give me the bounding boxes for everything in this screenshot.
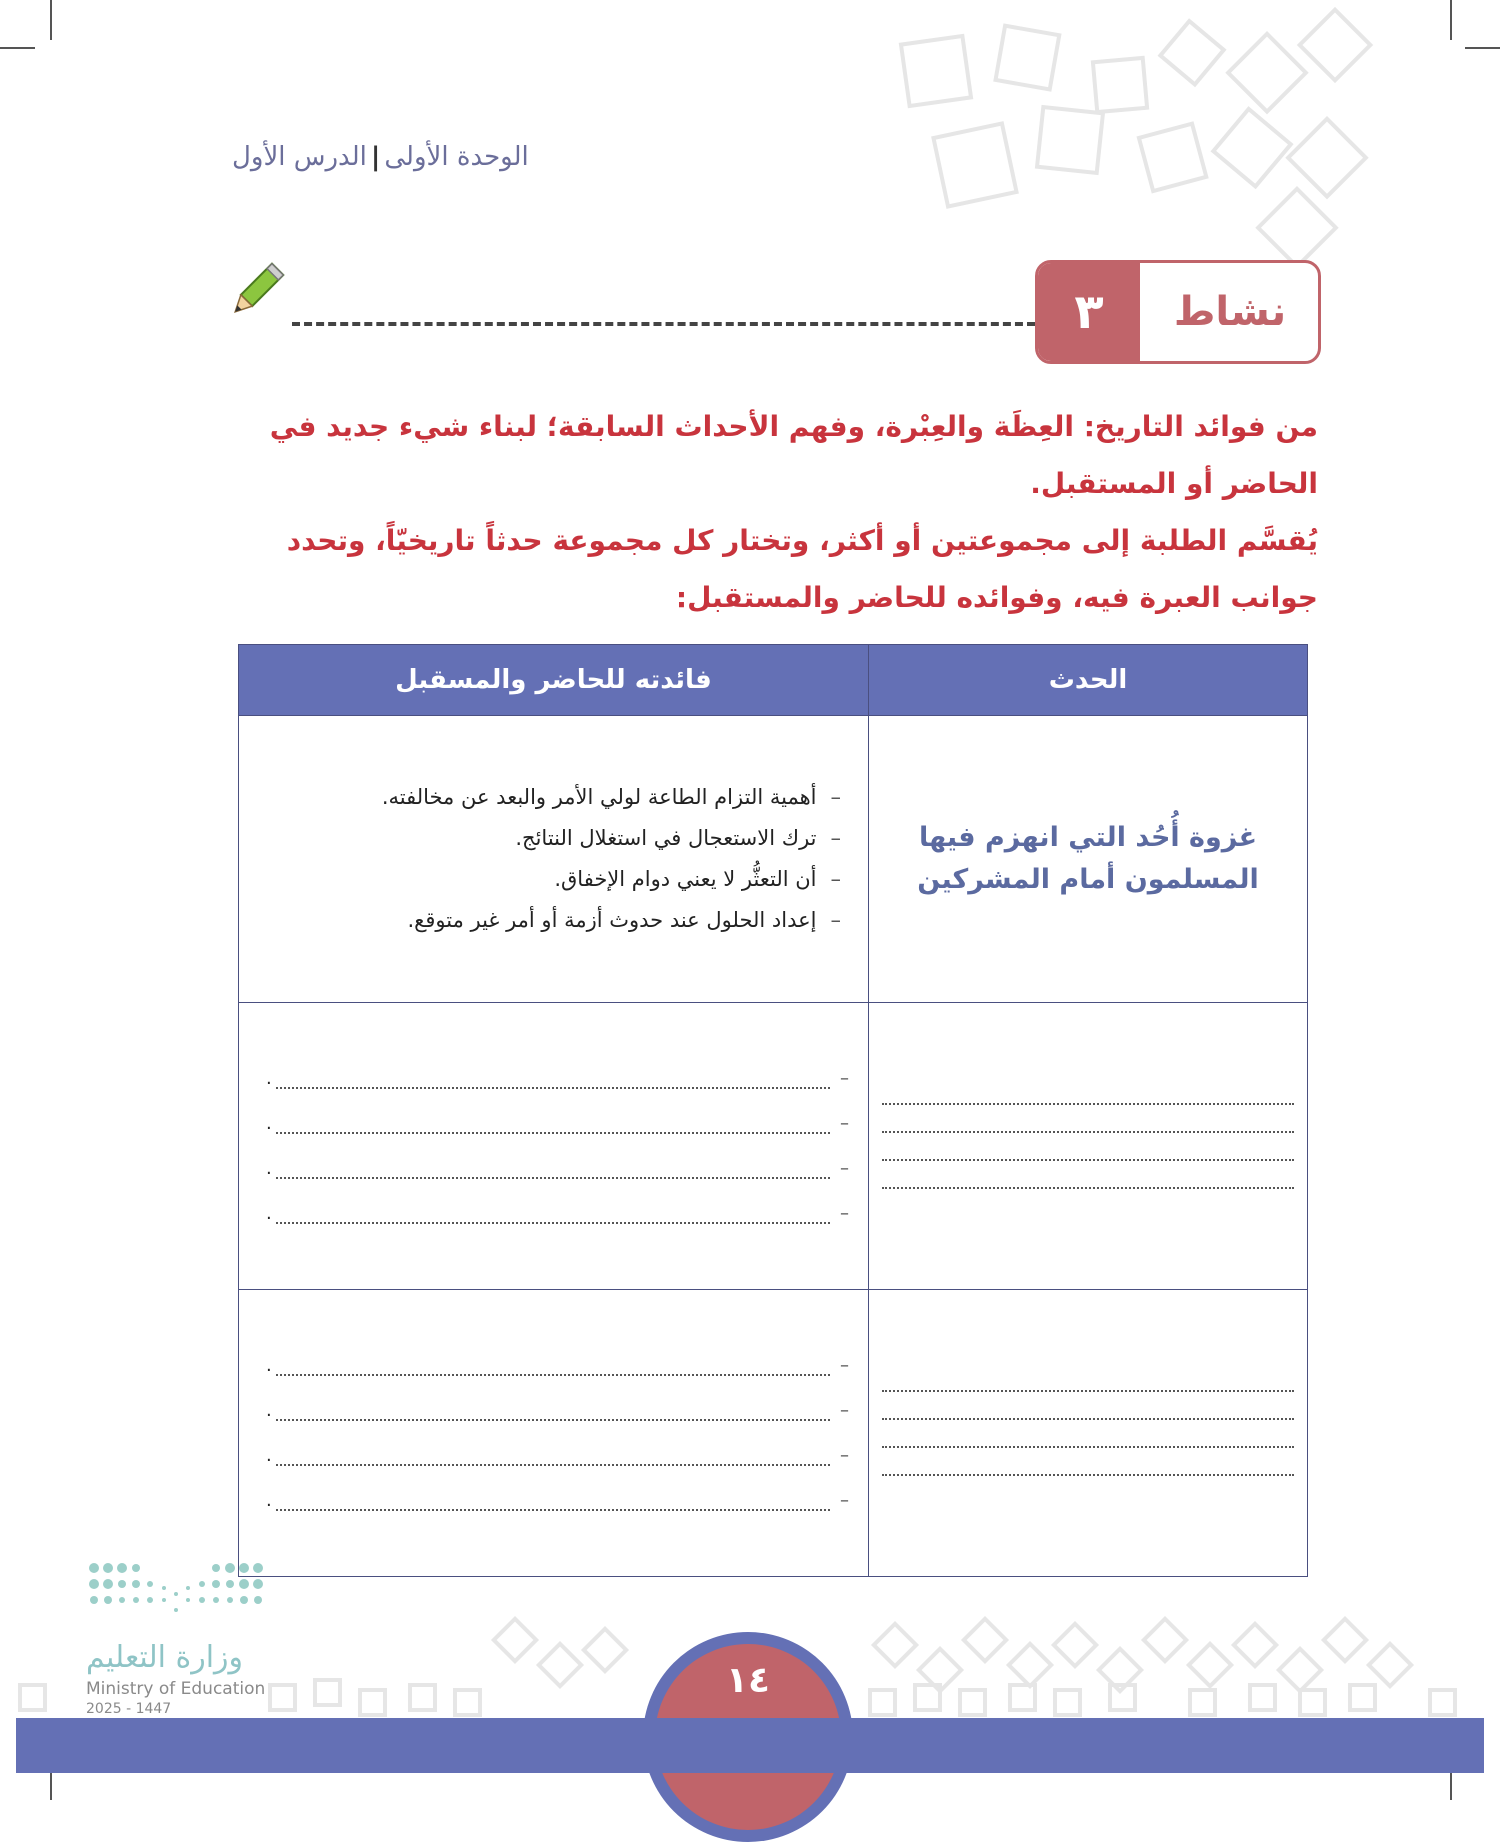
- benefit-blank-cell[interactable]: [239, 1290, 869, 1577]
- instructions: [230, 398, 1318, 626]
- line-end-dot: .: [266, 1158, 272, 1179]
- table-row: [239, 1003, 1308, 1290]
- benefit-write-line[interactable]: [276, 1132, 830, 1134]
- bullet-dash: –: [840, 1400, 849, 1421]
- event-write-line[interactable]: [882, 1390, 1294, 1392]
- event-write-line[interactable]: [882, 1103, 1294, 1105]
- bullet-dash: –: [840, 1355, 849, 1376]
- benefit-item: – إعداد الحلول عند حدوث أزمة أو أمر غير متوقع.: [250, 900, 841, 941]
- event-write-line[interactable]: [882, 1418, 1294, 1420]
- benefit-write-line[interactable]: [276, 1177, 830, 1179]
- event-write-line[interactable]: [882, 1159, 1294, 1161]
- line-end-dot: .: [266, 1068, 272, 1089]
- header-benefit: فائدته للحاضر والمسقبل: [239, 645, 869, 716]
- bullet-dash: –: [840, 1113, 849, 1134]
- event-write-line[interactable]: [882, 1131, 1294, 1133]
- page-number: ١٤: [726, 1660, 770, 1701]
- line-end-dot: .: [266, 1355, 272, 1376]
- example-event-cell: [869, 716, 1308, 1003]
- instruction-line-1: من فوائد التاريخ: العِظَة والعِبْرة، وفهم الأحداث السابقة؛ لبناء شيء جديد في الحاضر أو المستقبل.: [269, 410, 1318, 500]
- benefit-write-line[interactable]: [276, 1464, 830, 1466]
- benefit-item: – أن التعثُّر لا يعني دوام الإخفاق.: [250, 859, 841, 900]
- line-end-dot: .: [266, 1445, 272, 1466]
- benefit-write-line[interactable]: [276, 1222, 830, 1224]
- table-row: [239, 1290, 1308, 1577]
- footer-bar: [16, 1718, 1484, 1773]
- ministry-logo-icon: [86, 1558, 286, 1628]
- activity-table: [238, 644, 1308, 1577]
- example-benefit-list: [240, 777, 867, 941]
- breadcrumb-separator: |: [370, 142, 381, 172]
- line-end-dot: .: [266, 1400, 272, 1421]
- benefit-item: – ترك الاستعجال في استغلال النتائج.: [250, 818, 841, 859]
- event-write-line[interactable]: [882, 1446, 1294, 1448]
- breadcrumb: [232, 142, 529, 172]
- benefit-item: – أهمية التزام الطاعة لولي الأمر والبعد عن مخالفته.: [250, 777, 841, 818]
- activity-number: ٣: [1038, 263, 1140, 361]
- bullet-dash: –: [840, 1158, 849, 1179]
- bullet-dash: –: [840, 1490, 849, 1511]
- activity-label: نشاط: [1173, 289, 1287, 335]
- table-row: [239, 716, 1308, 1003]
- bullet-dash: –: [840, 1203, 849, 1224]
- line-end-dot: .: [266, 1490, 272, 1511]
- bullet-dash: –: [840, 1068, 849, 1089]
- instruction-line-2: يُقسَّم الطلبة إلى مجموعتين أو أكثر، وتختار كل مجموعة حدثاً تاريخيّاً، وتحدد جوانب العبرة فيه، وفوائده للحاضر والمستقبل:: [286, 524, 1318, 614]
- pencil-icon: [225, 262, 285, 322]
- ministry-name-english: Ministry of Education: [86, 1679, 266, 1699]
- header-event: الحدث: [869, 645, 1308, 716]
- example-benefit-cell: [239, 716, 869, 1003]
- breadcrumb-unit: الوحدة الأولى: [384, 142, 529, 172]
- table-header-row: [239, 645, 1308, 716]
- activity-tab: [1035, 260, 1321, 364]
- event-write-line[interactable]: [882, 1187, 1294, 1189]
- ministry-name-arabic: وزارة التعليم: [86, 1640, 244, 1675]
- example-event-line-1: غزوة أُحُد التي انهزم فيها: [918, 822, 1258, 853]
- line-end-dot: .: [266, 1113, 272, 1134]
- activity-dashed-line: [292, 322, 1035, 326]
- ministry-year: 2025 - 1447: [86, 1701, 172, 1717]
- bullet-dash: –: [840, 1445, 849, 1466]
- example-event-line-2: المسلمون أمام المشركين: [917, 864, 1259, 895]
- benefit-blank-cell[interactable]: [239, 1003, 869, 1290]
- breadcrumb-lesson: الدرس الأول: [232, 142, 367, 172]
- example-event: [870, 817, 1306, 901]
- benefit-write-line[interactable]: [276, 1509, 830, 1511]
- benefit-write-line[interactable]: [276, 1419, 830, 1421]
- event-blank-cell[interactable]: [869, 1003, 1308, 1290]
- event-write-line[interactable]: [882, 1474, 1294, 1476]
- benefit-write-line[interactable]: [276, 1087, 830, 1089]
- benefit-write-line[interactable]: [276, 1374, 830, 1376]
- line-end-dot: .: [266, 1203, 272, 1224]
- event-blank-cell[interactable]: [869, 1290, 1308, 1577]
